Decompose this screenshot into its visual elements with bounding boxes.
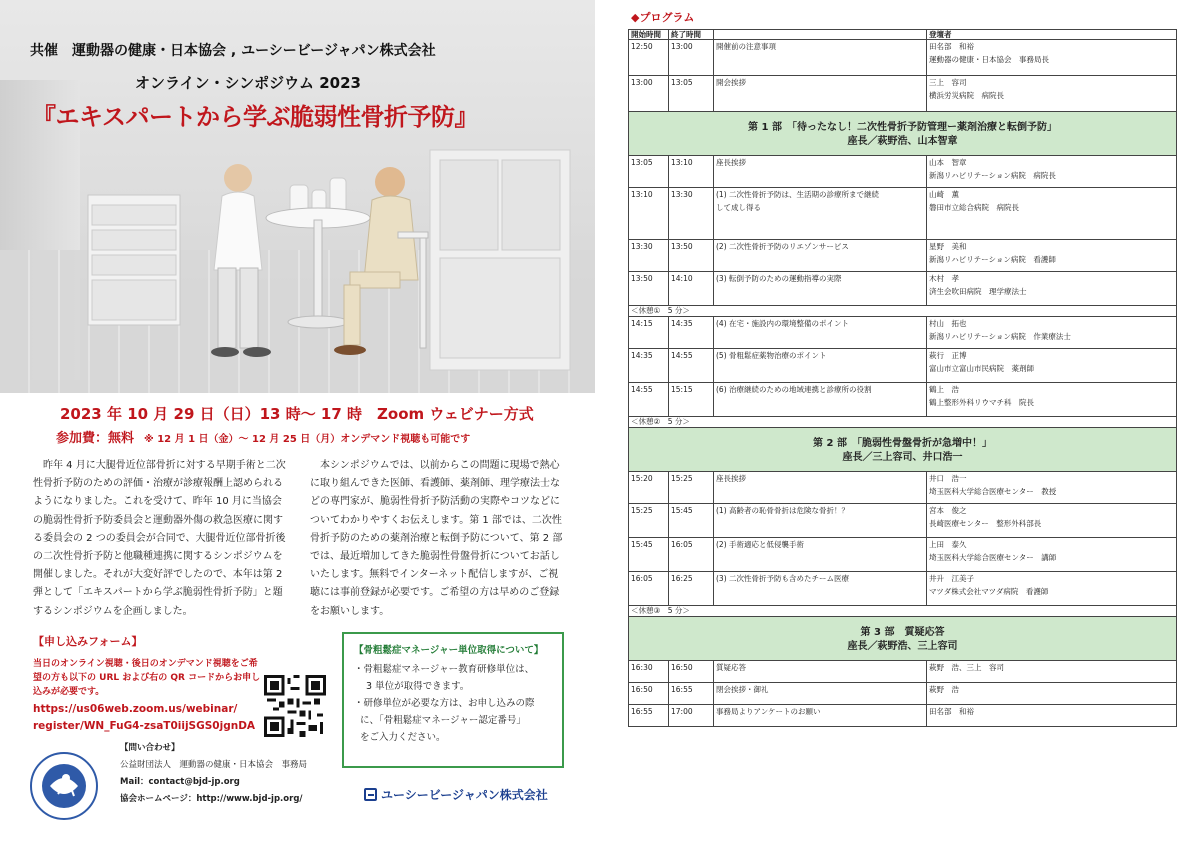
speaker-affiliation: 埼玉医科大学総合医療センター 講師 (929, 553, 1057, 562)
speaker-name: 田名部 和裕 (929, 42, 974, 51)
time-end: 13:50 (669, 240, 714, 272)
section-title: 第 2 部 「脆弱性骨盤骨折が急増中！」 (813, 438, 992, 449)
session-title (714, 383, 927, 417)
session-title (714, 538, 927, 572)
time-end: 16:05 (669, 538, 714, 572)
speaker-name: 上田 泰久 (929, 540, 967, 549)
table-row (629, 472, 1177, 504)
time-end: 15:15 (669, 383, 714, 417)
speaker-affiliation: 済生会吹田病院 理学療法士 (929, 287, 1027, 296)
section-chair: 座長／三上容司、井口浩一 (842, 452, 963, 463)
session-title-text: (5) 骨粗鬆症薬物治療のポイント (716, 351, 827, 360)
table-row (629, 661, 1177, 683)
time-end: 16:50 (669, 661, 714, 683)
corp-logo (364, 786, 548, 803)
table-row (629, 349, 1177, 383)
session-title-text: (3) 転倒予防のための運動指導の実際 (716, 274, 842, 283)
table-row (629, 188, 1177, 240)
session-title-text: 座長挨拶 (716, 158, 746, 167)
speaker-affiliation: 埼玉医科大学総合医療センター 教授 (929, 487, 1057, 496)
time-start: 16:05 (629, 572, 669, 606)
inquiry-mail[interactable]: Mail：contact@bjd-jp.org (120, 777, 240, 787)
section-chair: 座長／萩野浩、山本智章 (847, 136, 958, 147)
table-row (629, 705, 1177, 727)
speaker-name: 宮本 俊之 (929, 506, 967, 515)
time-end: 14:10 (669, 272, 714, 306)
speaker-name: 萩野 浩 (929, 685, 959, 694)
speaker-affiliation: 新潟リハビリテーション病院 作業療法士 (929, 332, 1071, 341)
speaker (927, 40, 1177, 76)
application-url[interactable] (33, 701, 255, 735)
time-end: 17:00 (669, 705, 714, 727)
session-title (714, 188, 927, 240)
break-label: ＜休憩③ 5 分＞ (629, 606, 1177, 617)
session-title-text: (1) 高齢者の恥骨骨折は危険な骨折！？ (716, 506, 850, 515)
speaker-name: 井口 浩一 (929, 474, 967, 483)
session-title-text: (3) 二次性骨折予防も含めたチーム医療 (716, 574, 850, 583)
time-start: 13:50 (629, 272, 669, 306)
time-end: 16:55 (669, 683, 714, 705)
table-row (629, 538, 1177, 572)
speaker (927, 683, 1177, 705)
program-heading: ◆プログラム (631, 11, 695, 24)
speaker-name: 井升 江美子 (929, 574, 974, 583)
manager-credit-box (342, 632, 564, 768)
time-end: 13:30 (669, 188, 714, 240)
section-title: 第 3 部 質疑応答 (860, 627, 945, 638)
table-row (629, 383, 1177, 417)
section-chair: 座長／萩野浩、三上容司 (847, 641, 958, 652)
session-title-text-2: して成し得る (716, 203, 761, 212)
speaker (927, 240, 1177, 272)
event-date: 2023 年 10 月 29 日（日）13 時～ 17 時 Zoom ウェビナー方式 (60, 405, 534, 423)
header-start: 開始時間 (629, 30, 669, 40)
manager-box-b1b: 3 単位が取得できます。 (366, 681, 470, 692)
fee-line (56, 427, 470, 446)
time-start: 14:35 (629, 349, 669, 383)
intro-paragraph-2: 本シンポジウムでは、以前からこの問題に現場で熱心に取り組んできた医師、看護師、薬剤師、理学療法士などの専門家が、脆弱性骨折予防活動の実際やコツなどについてわかりやすくお伝えします。第 1 部では、二次性骨折予防のための薬剤治療と転倒予防について、第 2 部では、最近増加してきた脆弱性骨盤骨折についてお話しいたします。無料でインターネット配信しますが、ご視聴には事前登録が必要です。ご希望の方は早めのご登録をお願いします。 (310, 460, 563, 617)
header-end: 終了時間 (669, 30, 714, 40)
speaker-name: 鶴上 浩 (929, 385, 959, 394)
session-title-text: (4) 在宅・施設内の環境整備のポイント (716, 319, 850, 328)
time-end: 13:10 (669, 156, 714, 188)
speaker (927, 661, 1177, 683)
manager-box-b2b: に、「骨粗鬆症マネージャー認定番号」 (360, 715, 526, 726)
url-line-2[interactable]: register/WN_FuG4-zsaT0iijSGS0jgnDA (33, 720, 256, 732)
session-title-text: (2) 二次性骨折予防のリエゾンサービス (716, 242, 849, 251)
time-start: 12:50 (629, 40, 669, 76)
session-title-text: (2) 手術適応と低侵襲手術 (716, 540, 805, 549)
time-end: 15:25 (669, 472, 714, 504)
speaker (927, 572, 1177, 606)
speaker-name: 木村 孝 (929, 274, 959, 283)
inquiry-org: 公益財団法人 運動器の健康・日本協会 事務局 (120, 760, 308, 770)
speaker-affiliation: 新潟リハビリテーション病院 看護師 (929, 255, 1056, 264)
global-alliance-logo (28, 750, 100, 822)
session-title (714, 156, 927, 188)
header-title (714, 30, 927, 40)
session-title (714, 76, 927, 112)
section-title: 第 1 部 「待ったなし！二次性骨折予防管理ー薬剤治療と転倒予防」 (748, 122, 1057, 133)
speaker-name: 山本 智章 (929, 158, 967, 167)
speaker-affiliation: 富山市立富山市民病院 薬剤師 (929, 364, 1034, 373)
table-row (629, 317, 1177, 349)
speaker-name: 星野 美和 (929, 242, 967, 251)
session-title (714, 317, 927, 349)
time-start: 13:30 (629, 240, 669, 272)
session-title (714, 349, 927, 383)
session-title (714, 683, 927, 705)
table-row (629, 572, 1177, 606)
symposium-line: オンライン・シンポジウム 2023 (135, 74, 361, 92)
corp-name: ユーシービージャパン株式会社 (381, 788, 548, 802)
inquiry-web[interactable]: 協会ホームページ：http://www.bjd-jp.org/ (120, 794, 303, 804)
time-end: 13:05 (669, 76, 714, 112)
time-start: 15:25 (629, 504, 669, 538)
section-header (629, 617, 1177, 661)
section-row (629, 428, 1177, 472)
speaker (927, 538, 1177, 572)
session-title-text: 質疑応答 (716, 663, 746, 672)
speaker (927, 317, 1177, 349)
speaker-name: 山崎 薫 (929, 190, 959, 199)
fee-note: ※ 12 月 1 日（金）～ 12 月 25 日（月）オンデマンド視聴も可能です (144, 434, 471, 445)
section-row (629, 112, 1177, 156)
symposium-title: 『エキスパートから学ぶ脆弱性骨折予防』 (32, 103, 479, 131)
session-title-text: 開催前の注意事項 (716, 42, 776, 51)
session-title-text: 閉会挨拶・御礼 (716, 685, 769, 694)
manager-box-heading: 【骨粗鬆症マネージャー単位取得について】 (354, 645, 544, 656)
speaker (927, 705, 1177, 727)
time-end: 14:35 (669, 317, 714, 349)
manager-box-b2: ・研修単位が必要な方は、お申し込みの際 (354, 698, 535, 709)
time-start: 13:00 (629, 76, 669, 112)
table-header (629, 30, 1177, 40)
break-label: ＜休憩② 5 分＞ (629, 417, 1177, 428)
speaker-name: 村山 拓也 (929, 319, 967, 328)
time-start: 16:50 (629, 683, 669, 705)
speaker (927, 188, 1177, 240)
table-row (629, 156, 1177, 188)
speaker (927, 349, 1177, 383)
program-table (628, 29, 1177, 727)
speaker-affiliation: 磐田市立総合病院 病院長 (929, 203, 1019, 212)
ucb-mark-icon (364, 788, 377, 801)
speaker-affiliation: 横浜労災病院 病院長 (929, 91, 1004, 100)
time-start: 14:55 (629, 383, 669, 417)
table-row (629, 40, 1177, 76)
time-end: 14:55 (669, 349, 714, 383)
session-title (714, 504, 927, 538)
qr-code[interactable] (264, 675, 326, 737)
application-text: 当日のオンライン視聴・後日のオンデマンド視聴をご希望の方も以下の URL および右の QR コードからお申し込みが必要です。 (33, 659, 261, 697)
application-heading: 【申し込みフォーム】 (33, 635, 143, 648)
session-title (714, 661, 927, 683)
session-title-text: (1) 二次性骨折予防は、生活期の診療所まで継続 (716, 190, 880, 199)
speaker-affiliation: 長崎医療センター 整形外科部長 (929, 519, 1042, 528)
inquiry-heading: 【問い合わせ】 (120, 743, 180, 753)
time-end: 16:25 (669, 572, 714, 606)
time-start: 16:55 (629, 705, 669, 727)
fee-label: 参加費：無料 (56, 431, 135, 446)
speaker (927, 472, 1177, 504)
time-start: 16:30 (629, 661, 669, 683)
speaker (927, 504, 1177, 538)
table-row (629, 240, 1177, 272)
speaker (927, 272, 1177, 306)
break-row (629, 606, 1177, 617)
hero-image (0, 0, 595, 393)
speaker (927, 76, 1177, 112)
manager-box-b2c: をご入力ください。 (360, 732, 446, 743)
manager-box-b1: ・骨粗鬆症マネージャー教育研修単位は、 (354, 664, 535, 675)
session-title (714, 472, 927, 504)
intro-paragraph-1: 昨年 4 月に大腿骨近位部骨折に対する早期手術と二次性骨折予防のための評価・治療が診療報酬上認められるようになりました。これを受けて、昨年 10 月に当協会の脆弱性骨折予防委員会と運動器外傷の救急医療に関する委員会の 2 つの委員会が合同で、大腿骨近位部骨折後の二次性骨折予防と他職種連携に関するシンポジウムを開催しました。それが大変好評でしたので、本年は第 2 弾として「エキスパートから学ぶ脆弱性骨折予防」と題するシンポジウムを企画しました。 (33, 460, 286, 617)
header-speaker: 登壇者 (927, 30, 1177, 40)
inquiry-block (120, 740, 307, 808)
url-line-1[interactable]: https://us06web.zoom.us/webinar/ (33, 703, 238, 715)
speaker-name: 萩行 正博 (929, 351, 967, 360)
speaker (927, 156, 1177, 188)
speaker-name: 萩野 浩、三上 容司 (929, 663, 1004, 672)
session-title-text: 座長挨拶 (716, 474, 746, 483)
time-start: 15:20 (629, 472, 669, 504)
speaker-affiliation: 鶴上整形外科リウマチ科 院長 (929, 398, 1034, 407)
table-row (629, 683, 1177, 705)
session-title-text: (6) 治療継続のための地域連携と診療所の役割 (716, 385, 872, 394)
time-end: 13:00 (669, 40, 714, 76)
break-row (629, 417, 1177, 428)
table-row (629, 76, 1177, 112)
speaker-affiliation: マツダ株式会社マツダ病院 看護師 (929, 587, 1049, 596)
time-end: 15:45 (669, 504, 714, 538)
speaker-name: 三上 容司 (929, 78, 967, 87)
speaker-affiliation: 新潟リハビリテーション病院 病院長 (929, 171, 1056, 180)
time-start: 13:05 (629, 156, 669, 188)
table-row (629, 504, 1177, 538)
table-row (629, 272, 1177, 306)
session-title (714, 240, 927, 272)
speaker-affiliation: 運動器の健康・日本協会 事務局長 (929, 55, 1049, 64)
session-title (714, 272, 927, 306)
speaker (927, 383, 1177, 417)
flyer-right-page (595, 0, 1190, 841)
session-title-text: 事務局よりアンケートのお願い (716, 707, 821, 716)
speaker-name: 田名部 和裕 (929, 707, 974, 716)
session-title (714, 40, 927, 76)
time-start: 15:45 (629, 538, 669, 572)
session-title (714, 572, 927, 606)
session-title-text: 開会挨拶 (716, 78, 746, 87)
time-start: 14:15 (629, 317, 669, 349)
break-row (629, 306, 1177, 317)
section-row (629, 617, 1177, 661)
time-start: 13:10 (629, 188, 669, 240)
section-header (629, 428, 1177, 472)
session-title (714, 705, 927, 727)
section-header (629, 112, 1177, 156)
break-label: ＜休憩① 5 分＞ (629, 306, 1177, 317)
cohost-line: 共催 運動器の健康・日本協会 , ユーシービージャパン株式会社 (30, 43, 436, 59)
